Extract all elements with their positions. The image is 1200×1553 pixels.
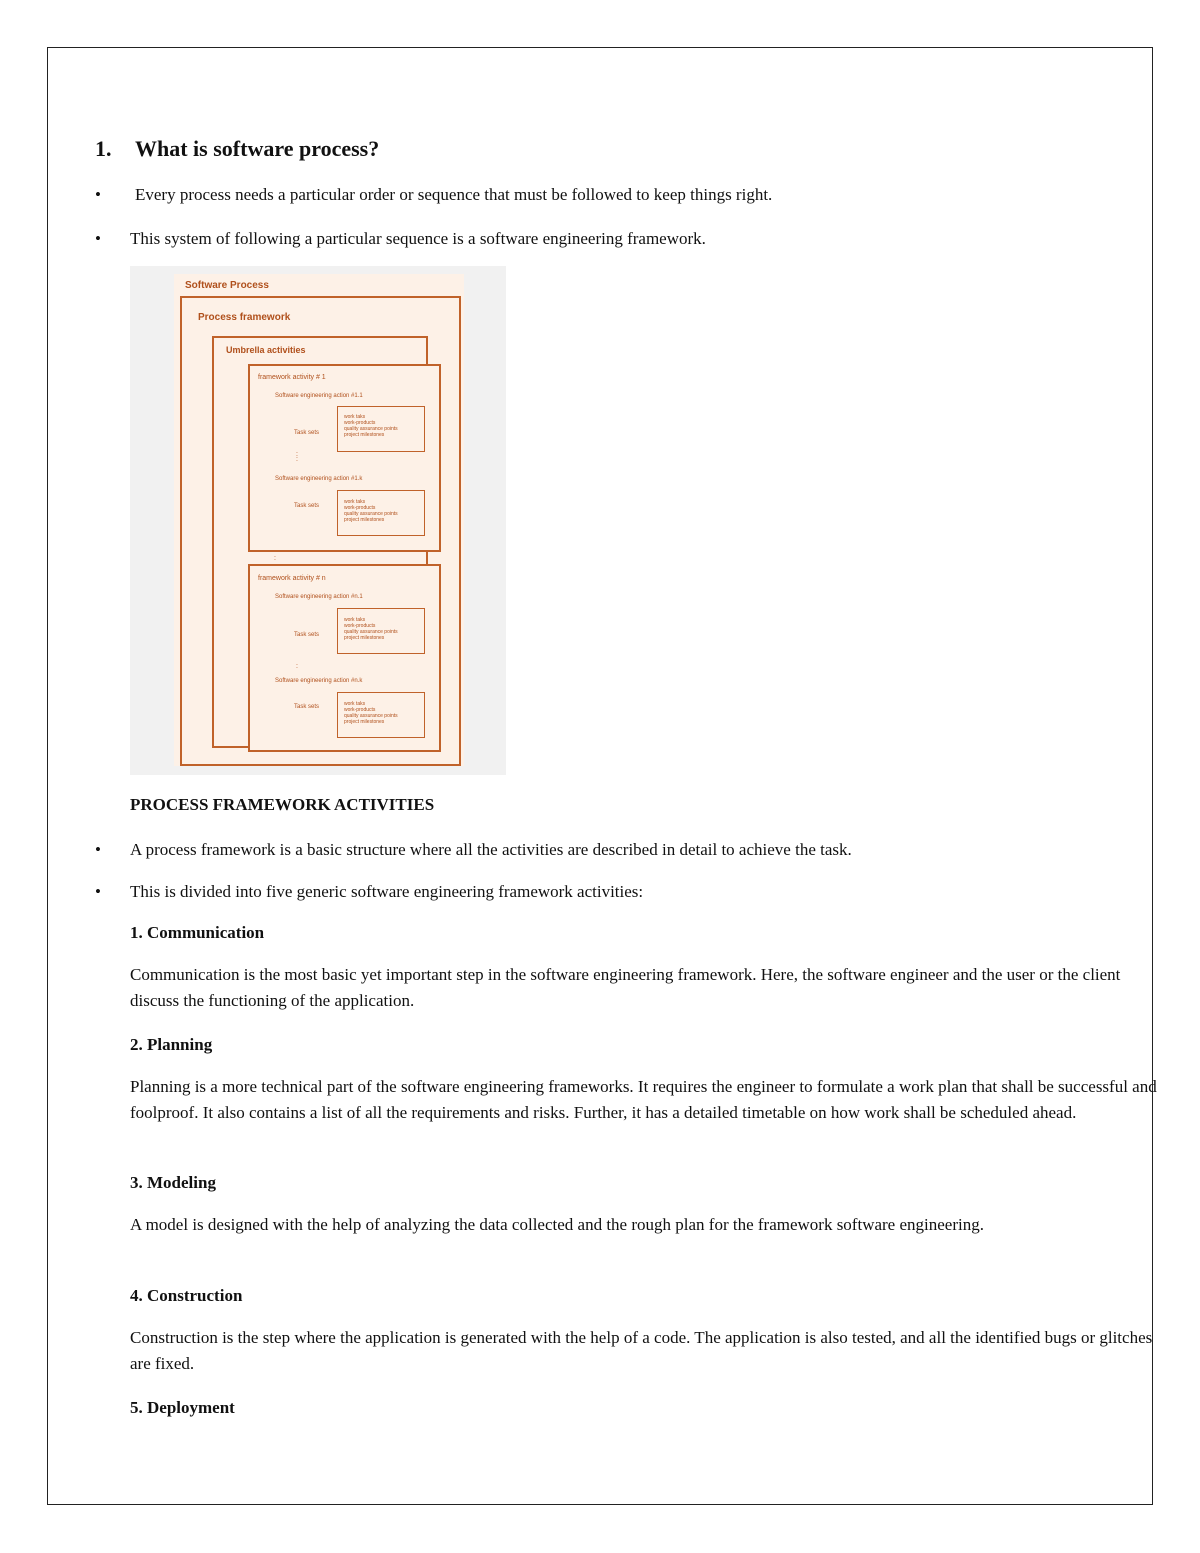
ellipsis: : [296,663,298,670]
action-1-1-label: Software engineering action #1.1 [275,393,363,399]
action-n-k-label: Software engineering action #n.k [275,678,363,684]
task-sets-label: Task sets [294,430,320,436]
task-list [344,414,398,438]
bullet-text: This is divided into five generic software engineering framework activities: [130,882,644,901]
activity-title: 3. Modeling [130,1173,216,1192]
task-item: quality assurance points [344,426,398,432]
task-item: project milestones [344,517,385,523]
task-item: work taks [344,617,366,623]
question-heading [95,136,379,162]
bullet-item [95,227,706,251]
process-framework-label: Process framework [198,312,291,323]
activity-title: 5. Deployment [130,1398,235,1417]
task-item: project milestones [344,635,385,641]
bullet-icon: • [95,229,101,248]
ellipsis: : : [296,451,298,463]
bullet-item [95,183,772,207]
software-process-label: Software Process [185,280,269,291]
software-process-diagram [130,266,506,775]
activity-body: Planning is a more technical part of the software engineering frameworks. It requires the engineer to formulate a work plan that shall be successful and foolproof. It also contains a list of all the requirements and risks. Further, it has a detailed timetable on how work shall be scheduled ahead. [130,1077,1157,1122]
action-1-k-label: Software engineering action #1.k [275,476,363,482]
bullet-text: A process framework is a basic structure where all the activities are described in detail to achieve the task. [130,840,852,859]
bullet-text: Every process needs a particular order or sequence that must be followed to keep things right. [135,185,773,204]
task-list [344,617,398,641]
task-item: work-products [344,707,376,713]
task-sets-label: Task sets [294,632,320,638]
task-item: project milestones [344,432,385,438]
heading-number: 1. [95,136,112,161]
activity-title: 4. Construction [130,1286,243,1305]
task-item: work taks [344,701,366,707]
activity-title: 2. Planning [130,1035,213,1054]
task-item: quality assurance points [344,713,398,719]
umbrella-activities-label: Umbrella activities [226,345,306,355]
activity-body: Communication is the most basic yet important step in the software engineering framework. Here, the software engineer and the user or the client discuss the functioning of the application. [130,965,1121,1010]
task-item: work-products [344,420,376,426]
task-sets-label: Task sets [294,704,320,710]
task-item: work taks [344,414,366,420]
framework-activity-1-label: framework activity # 1 [258,374,326,381]
bullet-text: This system of following a particular sequence is a software engineering framework. [130,229,706,248]
task-item: work-products [344,623,376,629]
task-list [344,701,398,725]
action-n-1-label: Software engineering action #n.1 [275,594,363,600]
task-item: quality assurance points [344,511,398,517]
bullet-icon: • [95,185,101,204]
activity-body: Construction is the step where the application is generated with the help of a code. The application is also tested, and all the identified bugs or glitches are fixed. [130,1328,1153,1373]
bullet-item [95,880,643,904]
bullet-icon: • [95,882,101,901]
task-item: project milestones [344,719,385,725]
bullet-item [95,838,852,862]
ellipsis: : [274,555,276,562]
framework-activity-n-label: framework activity # n [258,575,326,582]
task-item: work-products [344,505,376,511]
task-sets-label: Task sets [294,503,320,509]
activity-body: A model is designed with the help of analyzing the data collected and the rough plan for the framework software engineering. [130,1215,984,1234]
task-item: quality assurance points [344,629,398,635]
section-title: PROCESS FRAMEWORK ACTIVITIES [130,795,435,814]
heading-text: What is software process? [135,136,380,161]
activity-title: 1. Communication [130,923,265,942]
task-item: work taks [344,499,366,505]
bullet-icon: • [95,840,101,859]
task-list [344,499,398,523]
